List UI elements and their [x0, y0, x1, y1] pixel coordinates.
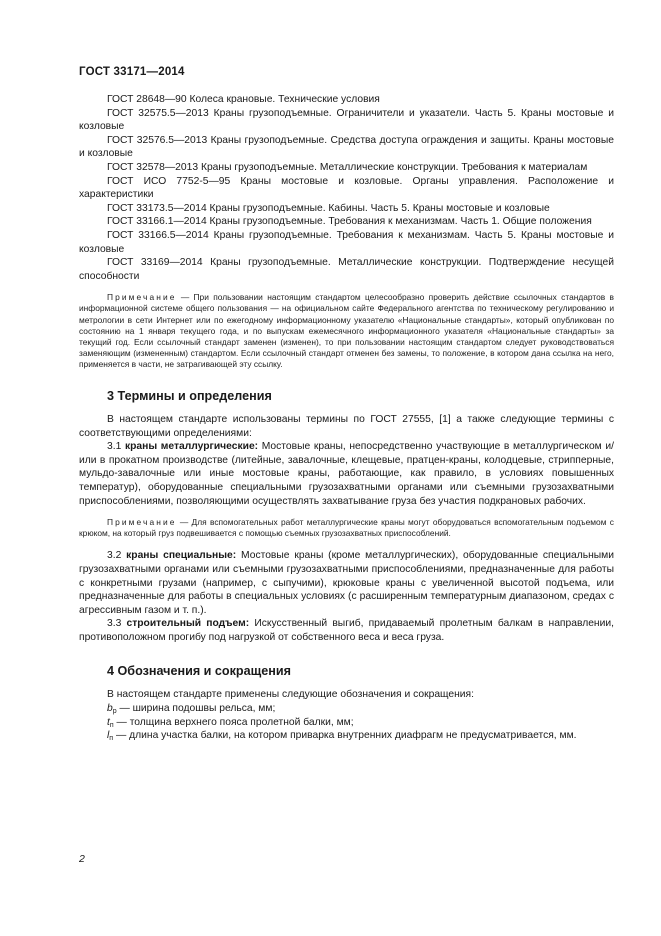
term-number: 3.2: [107, 550, 127, 562]
term-number: 3.1: [107, 441, 125, 453]
reference-item: ГОСТ ИСО 7752-5—95 Краны мостовые и козловые. Органы управления. Расположение и характеристики: [79, 175, 614, 201]
reference-item: ГОСТ 32578—2013 Краны грузоподъемные. Металлические конструкции. Требования к материалам: [107, 161, 588, 173]
page-number: 2: [79, 853, 85, 865]
term-3-3: [79, 617, 614, 644]
page-header: ГОСТ 33171—2014: [79, 66, 185, 78]
symbol-subscript: п: [109, 735, 114, 743]
section-4-heading: 4 Обозначения и сокращения: [107, 664, 291, 679]
symbol-item: [79, 729, 614, 743]
symbol-description: — длина участка балки, на котором приварка внутренних диафрагм не предусматривается, мм.: [113, 730, 577, 742]
symbol-item: [79, 702, 614, 716]
note-text: — При пользовании настоящим стандартом целесообразно проверить действие ссылочных стандартов в информационной системе общего пользования — на официальном сайте Федерального агентства по техническому регулированию и метрологии в сети Интернет или по ежегодному информационному указателю «Национальные стандарты», который опубликован по состоянию на 1 января текущего года, и по выпускам ежемесячного информационного указателя «Национальные стандарты» за текущий год. Если ссылочный стандарт заменен (изменен), то при пользовании настоящим стандартом следует руководствоваться заменяющим (измененным) стандартом. Если ссылочный стандарт отменен без замены, то положение, в котором дана ссылка на него, применяется в части, не затрагивающей эту ссылку.: [79, 292, 614, 369]
symbol-item: [79, 716, 614, 730]
symbol-description: — толщина верхнего пояса пролетной балки, мм;: [113, 716, 354, 728]
term-definition: Мостовые краны (кроме металлургических), оборудованные специальными грузозахватными органами или съемными грузозахватными приспособлениями, предназначенные для работы с конкретными грузами (например, с сыпучими), крюковые краны с увеличенной высотой подъема, или предназначенные для работы в специальных условиях (с расширенным температурным диапазоном, средах с агрессивным газом и т. п.).: [79, 550, 614, 616]
page-content: [79, 93, 614, 743]
term-title: краны металлургические:: [124, 441, 259, 453]
symbol: t: [107, 716, 110, 728]
note-label: Примечание: [107, 517, 177, 528]
references-list: [79, 93, 614, 283]
reference-item: ГОСТ 33169—2014 Краны грузоподъемные. Металлические конструкции. Подтверждение несущей способности: [79, 257, 614, 282]
symbol-description: — ширина подошвы рельса, мм;: [116, 703, 276, 715]
reference-item: ГОСТ 33166.1—2014 Краны грузоподъемные. Требования к механизмам. Часть 1. Общие положения: [107, 216, 592, 228]
symbol-subscript: п: [109, 721, 114, 729]
reference-item: ГОСТ 28648—90 Колеса крановые. Технические условия: [107, 94, 380, 105]
term-definition: Мостовые краны, непосредственно участвующие в металлургическом и/или в прокатном производстве (литейные, завалочные, клещевые, пратцен-краны, колодцевые, стрипперные, мульдо-завалочные или иные мостовые краны, работающие, как правило, в условиях повышенных температур), оборудованные специальными грузозахватными органами или съемными грузозахватными приспособлениями, позволяющими осуществлять захватывание груза без участия подкрановых рабочих.: [79, 441, 614, 507]
term-3-2: [79, 549, 614, 617]
term-title: краны специальные:: [126, 550, 237, 562]
term-title: строительный подъем:: [126, 618, 250, 630]
note-references: [79, 292, 614, 370]
note-metallurgical: [79, 517, 614, 539]
term-definition: Искусственный выгиб, придаваемый пролетным балкам в направлении, противоположном прогибу под нагрузкой от собственного веса и веса груза.: [79, 618, 614, 643]
reference-item: ГОСТ 33173.5—2014 Краны грузоподъемные. Кабины. Часть 5. Краны мостовые и козловые: [107, 202, 550, 214]
section-4-intro: В настоящем стандарте применены следующие обозначения и сокращения:: [107, 689, 474, 701]
symbol-subscript: p: [112, 708, 117, 716]
term-number: 3.3: [107, 618, 127, 630]
note-text: — Для вспомогательных работ металлургические краны могут оборудоваться вспомогательным подъемом с крюком, на который груз подвешивается с помощью съемных грузозахватных приспособлений.: [79, 517, 614, 539]
symbol: l: [107, 730, 110, 742]
reference-item: ГОСТ 32575.5—2013 Краны грузоподъемные. Ограничители и указатели. Часть 5. Краны мостовые и козловые: [79, 107, 614, 133]
section-3-intro: В настоящем стандарте использованы термины по ГОСТ 27555, [1] а также следующие термины с соответствующими определениями:: [79, 413, 614, 439]
symbol: b: [107, 703, 113, 715]
reference-item: ГОСТ 32576.5—2013 Краны грузоподъемные. Средства доступа ограждения и защиты. Краны мостовые и козловые: [79, 134, 614, 160]
section-3-heading: 3 Термины и определения: [107, 388, 272, 403]
note-label: Примечание: [107, 292, 177, 303]
reference-item: ГОСТ 33166.5—2014 Краны грузоподъемные. Требования к механизмам. Часть 5. Краны мостовые и козловые: [79, 229, 614, 255]
term-3-1: [79, 440, 614, 508]
